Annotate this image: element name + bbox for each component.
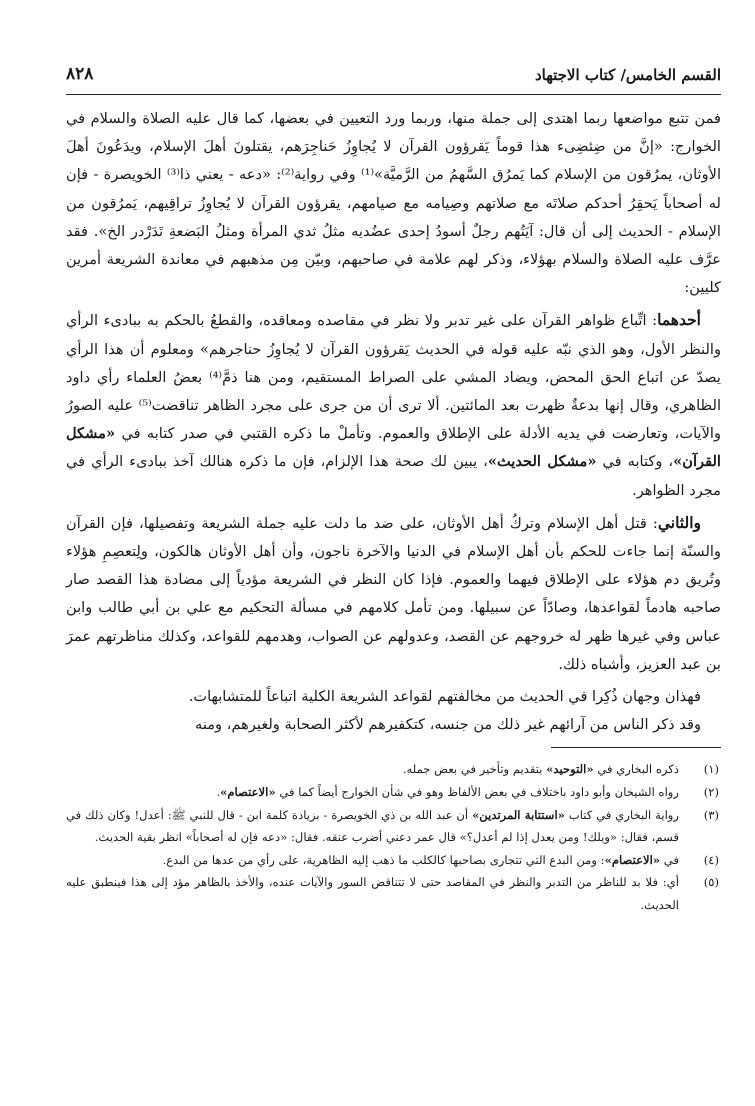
paragraph-2-text: : اتِّباع ظواهر القرآن على غير تدبر ولا نظر في مقاصده ومعاقده، والقطعُ بالحكم به ببادىء الرأي والنظر الأول، وهو الذي نبّه عليه قوله في الحديث يَقرؤون القرآن لا يُجاوِزُ حناجرهم» ومعلوم أن هذا الرأي يصدّ عن اتباع الحق المحض، ويضاد المشي على الصراط المستقيم، ومن هنا ذمَّ⁽⁴⁾ بعضُ العلماء رأي داود الظاهري، وقال إنها بدعةٌ ظهرت بعد المائتين. ألا ترى أن من جرى على مجرد الظاهر تناقضت⁽⁵⁾ عليه الصورُ والآيات، وتعارضت في يديه الأدلة على الإطلاق والعموم. وتأملْ ما ذكره القتبي في صدر كتابه في	[66, 312, 722, 443]
footnote-book-title: «التوحيد»	[546, 762, 594, 777]
footnote-text	[66, 871, 679, 916]
footnote	[66, 871, 721, 916]
paragraph-2-end: ، يبين لك صحة هذا الإلزام، فإن ما ذكره هنالك آخذ ببادىء الرأي في مجرد الظواهر.	[66, 453, 721, 499]
paragraph-2	[66, 306, 721, 504]
footnote-book-title: «استتابة المرتدين»	[472, 807, 565, 822]
footnote-text-part: ذكره البخاري في	[593, 762, 679, 777]
footnotes	[66, 758, 721, 916]
footnote-number: (٥)	[703, 875, 719, 890]
running-title: القسم الخامس/ كتاب الاجتهاد	[534, 66, 721, 84]
footnote-number: (١)	[703, 762, 719, 777]
paragraph-3	[66, 509, 721, 679]
second-point-label: والثاني	[657, 512, 701, 532]
footnote-text-part: رواية البخاري في كتاب	[564, 807, 679, 822]
paragraph-3-text: : قتل أهل الإسلام وتركُ أهل الأوثان، على ضد ما دلت عليه جملة الشريعة وتفصيلها، فإن القرآن والسنّة إنما جاءت للحكم بأن أهل الإسلام في الدنيا والآخرة ناجون، وأن أهل الأوثان هالكون، ولِتعصِمِ هؤلاء وتُريق دم هؤلاء على الإطلاق فيهما والعموم. فإذا كان النظر في الشريعة مؤدياً إلى مضادة هذا القصد صار صاحبه هادماً لقواعدها، وصادّاً عن سبيلها. ومن تأمل كلامهم في مسألة التحكيم مع علي بن أبي طالب وابن عباس وفي غيرها ظهر له خروجهم عن القصد، وعدولهم عن الصواب، وهدمهم للقواعد، وكذلك مناظرتهم عمرَ بن عبد العزيز، وأشباه ذلك.	[66, 514, 721, 673]
footnote-text	[66, 781, 679, 804]
footnote-text-part: أن عبد الله بن ذي الخويصرة - بزيادة كلمة ابن - قال للنبي ﷺ: أعدل! وكان ذلك في قسم، فقال: «ويلك! ومن يعدل إذا لم أعدل؟» قال عمر دعني أضرب عنقه. فقال: «دعه فإن له أصحاباً» انظر بقية الحديث.	[66, 807, 679, 845]
footnote-text	[66, 758, 679, 781]
footnote-text	[66, 804, 679, 849]
main-text	[66, 105, 721, 739]
footnote-text-part: .	[216, 785, 221, 800]
footnote-number: (٤)	[703, 852, 719, 867]
footnote	[66, 849, 721, 872]
footnote-divider	[551, 747, 721, 748]
footnote	[66, 781, 721, 804]
paragraph-2-mid: ، وكتابه في	[602, 453, 674, 471]
book-title-2: «مشكل الحديث»	[487, 453, 597, 471]
first-point-label: أحدهما	[657, 310, 701, 330]
footnote-number: (٣)	[703, 807, 719, 822]
footnote-book-title: «الاعتصام»	[604, 852, 661, 867]
page-header	[66, 60, 721, 95]
footnote-text-part: أي: فلا بد للناظر من التدبر والنظر في المقاصد حتى لا تتناقض السور والآيات عنده، والأخذ بالظاهر مؤد إلى هذا فينطبق عليه الحديث.	[66, 875, 679, 913]
book-title-1: «مشكل القرآن»	[66, 425, 721, 471]
footnote	[66, 758, 721, 781]
page-number: ٨٢٨	[66, 64, 94, 84]
paragraph-1: فمن تتبع مواضعها ربما اهتدى إلى جملة منها، وربما ورد التعيين في بعضها، كما قال عليه الصلاة والسلام في الخوارج: «إنَّ من ضِئضِىء هذا قوماً يَقرؤون القرآن لا يُجاوِزُ حَناجِرَهم، يقتلونَ أهلَ الإسلام، ويدَعُونَ أهلَ الأوثان، يمرُقون من الإسلام كما يَمرُق السَّهمُ من الرَّميَّة»⁽¹⁾ وفي رواية⁽²⁾: «دعه - يعني ذا⁽³⁾ الخويصرة - فإن له أصحاباً يَحقِرُ أحدكم صلاتَه مع صلاتهم وصِيامه مع صيامهم، يقرؤون القرآن لا يُجاوِزُ تراقِيهم، يَمرُقون من الإسلام - الحديث إلى أن قال: آيَتُهم رجلٌ أسودُ إحدى عضُديه مثلُ ثدي المرأة ومثلُ البَضعةِ تَدَرْدر الخ». فقد عرَّف عليه الصلاة والسلام بهؤلاء، وذكر لهم علامة في صاحبهم، وبيّن مِن مذهبهم في معاندة الشريعة أمرين كليين:	[66, 110, 722, 297]
footnote-text-part: : ومن البدع التي تتجارى بصاحبها كالكلب ما ذهب إليه الظاهرية، على رأي من عدها من البدع.	[162, 852, 605, 867]
footnote-text-part: بتقديم وتأخير في بعض جمله.	[402, 762, 547, 777]
footnote	[66, 804, 721, 849]
footnote-book-title: «الاعتصام»	[220, 785, 276, 800]
footnote-text-part: رواه الشيخان وأبو داود باختلاف في بعض الألفاظ وهو في شأن الخوارج أيضاً كما في	[275, 785, 679, 800]
book-page	[66, 60, 721, 1090]
footnote-text	[66, 849, 679, 872]
footnote-text-part: في	[660, 852, 679, 867]
paragraph-4: فهذان وجهان ذُكِرا في الحديث من مخالفتهم لقواعد الشريعة الكلية اتباعاً للمتشابهات.	[188, 688, 701, 706]
footnote-number: (٢)	[703, 785, 719, 800]
paragraph-5: وقد ذكر الناس من آرائهم غير ذلك من جنسه، كتكفيرهم لأكثر الصحابة ولغيرهم، ومنه	[195, 716, 701, 734]
